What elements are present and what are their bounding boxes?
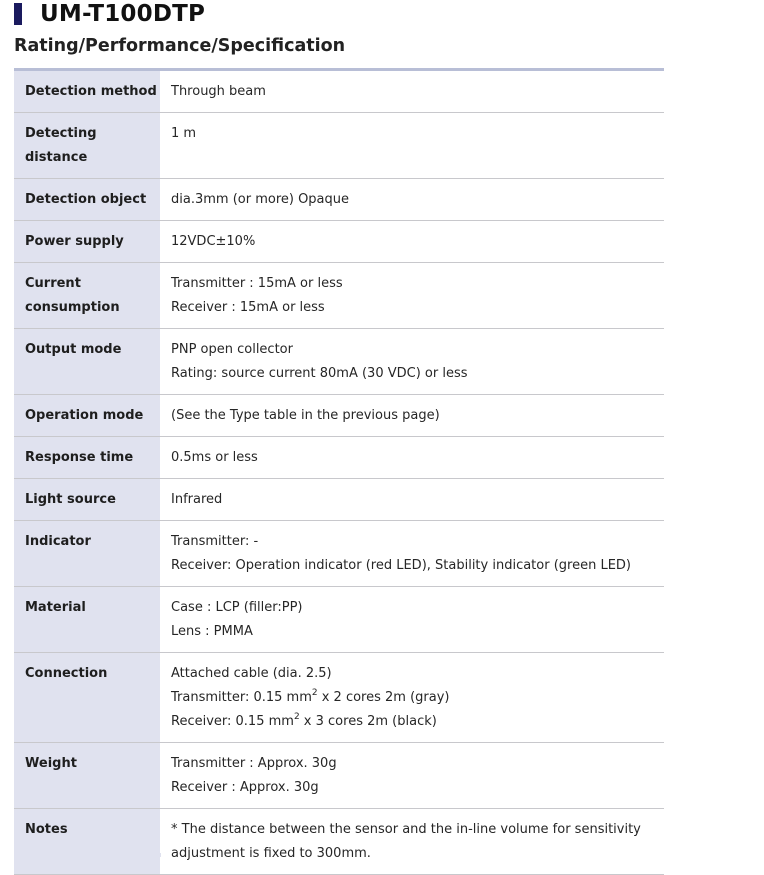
superscript: 2 [293,712,300,722]
spec-label-line: distance [25,150,88,165]
spec-row-material [14,587,664,653]
spec-value-line: Transmitter : Approx. 30g [171,756,337,771]
spec-value: 12VDC±10% [160,221,664,263]
spec-label: Detection object [14,179,160,221]
spec-value: 0.5ms or less [160,437,664,479]
spec-row-notes [14,809,664,875]
spec-value [160,809,664,875]
page-title: UM-T100DTP [40,1,206,27]
spec-label-line: Current [25,276,81,291]
spec-label: Response time [14,437,160,479]
spec-value: dia.3mm (or more) Opaque [160,179,664,221]
spec-row-current-consumption [14,263,664,329]
spec-label: Detection method [14,70,160,113]
spec-value-line: Attached cable (dia. 2.5) [171,666,332,681]
spec-value-line [171,686,664,710]
spec-label: Output mode [14,329,160,395]
spec-label: Weight [14,743,160,809]
spec-value-text: x 3 cores 2m (black) [299,714,437,729]
spec-value-line: Receiver: Operation indicator (red LED), Stability indicator (green LED) [171,558,631,573]
spec-label: Notes [14,809,160,875]
spec-value: 1 m [160,113,664,179]
spec-row-detecting-distance [14,113,664,179]
spec-label: Material [14,587,160,653]
spec-value-line [171,710,664,734]
spec-row-output-mode [14,329,664,395]
spec-value [160,587,664,653]
spec-value-text: Receiver: 0.15 mm [171,714,294,729]
spec-row-light-source [14,479,664,521]
spec-value-line: Rating: source current 80mA (30 VDC) or less [171,366,468,381]
spec-value: Infrared [160,479,664,521]
spec-label [14,113,160,179]
spec-label: Light source [14,479,160,521]
title-accent-bar [14,3,22,25]
next-row-label-cell [14,853,161,857]
spec-value-line: PNP open collector [171,342,293,357]
spec-value-line: Receiver : 15mA or less [171,300,325,315]
spec-value-line: * The distance between the sensor and the in-line volume for sensitivity adjustment is fixed to 300mm. [171,822,641,861]
spec-label [14,263,160,329]
spec-value-line: Case : LCP (filler:PP) [171,600,303,615]
spec-label-line: Detecting [25,126,97,141]
spec-label: Power supply [14,221,160,263]
spec-value [160,329,664,395]
spec-value [160,653,664,743]
spec-value-line: Transmitter: - [171,534,259,549]
spec-value-line: Receiver : Approx. 30g [171,780,319,795]
spec-label: Indicator [14,521,160,587]
spec-value: Through beam [160,70,664,113]
spec-value [160,521,664,587]
spec-row-power-supply [14,221,664,263]
spec-row-connection [14,653,664,743]
superscript: 2 [311,688,318,698]
spec-row-detection-object [14,179,664,221]
spec-row-detection-method [14,70,664,113]
page-title-block [14,0,205,28]
spec-row-operation-mode [14,395,664,437]
spec-label: Operation mode [14,395,160,437]
spec-label-line: consumption [25,300,120,315]
spec-table [14,68,664,875]
spec-label: Connection [14,653,160,743]
spec-value-line: Transmitter : 15mA or less [171,276,343,291]
spec-value: (See the Type table in the previous page) [160,395,664,437]
spec-value [160,263,664,329]
spec-value-line: Lens : PMMA [171,624,253,639]
spec-value-text: x 2 cores 2m (gray) [317,690,450,705]
spec-value [160,743,664,809]
spec-row-indicator [14,521,664,587]
section-heading: Rating/Performance/Specification [14,36,346,56]
spec-row-weight [14,743,664,809]
spec-row-response-time [14,437,664,479]
spec-value-text: Transmitter: 0.15 mm [171,690,312,705]
